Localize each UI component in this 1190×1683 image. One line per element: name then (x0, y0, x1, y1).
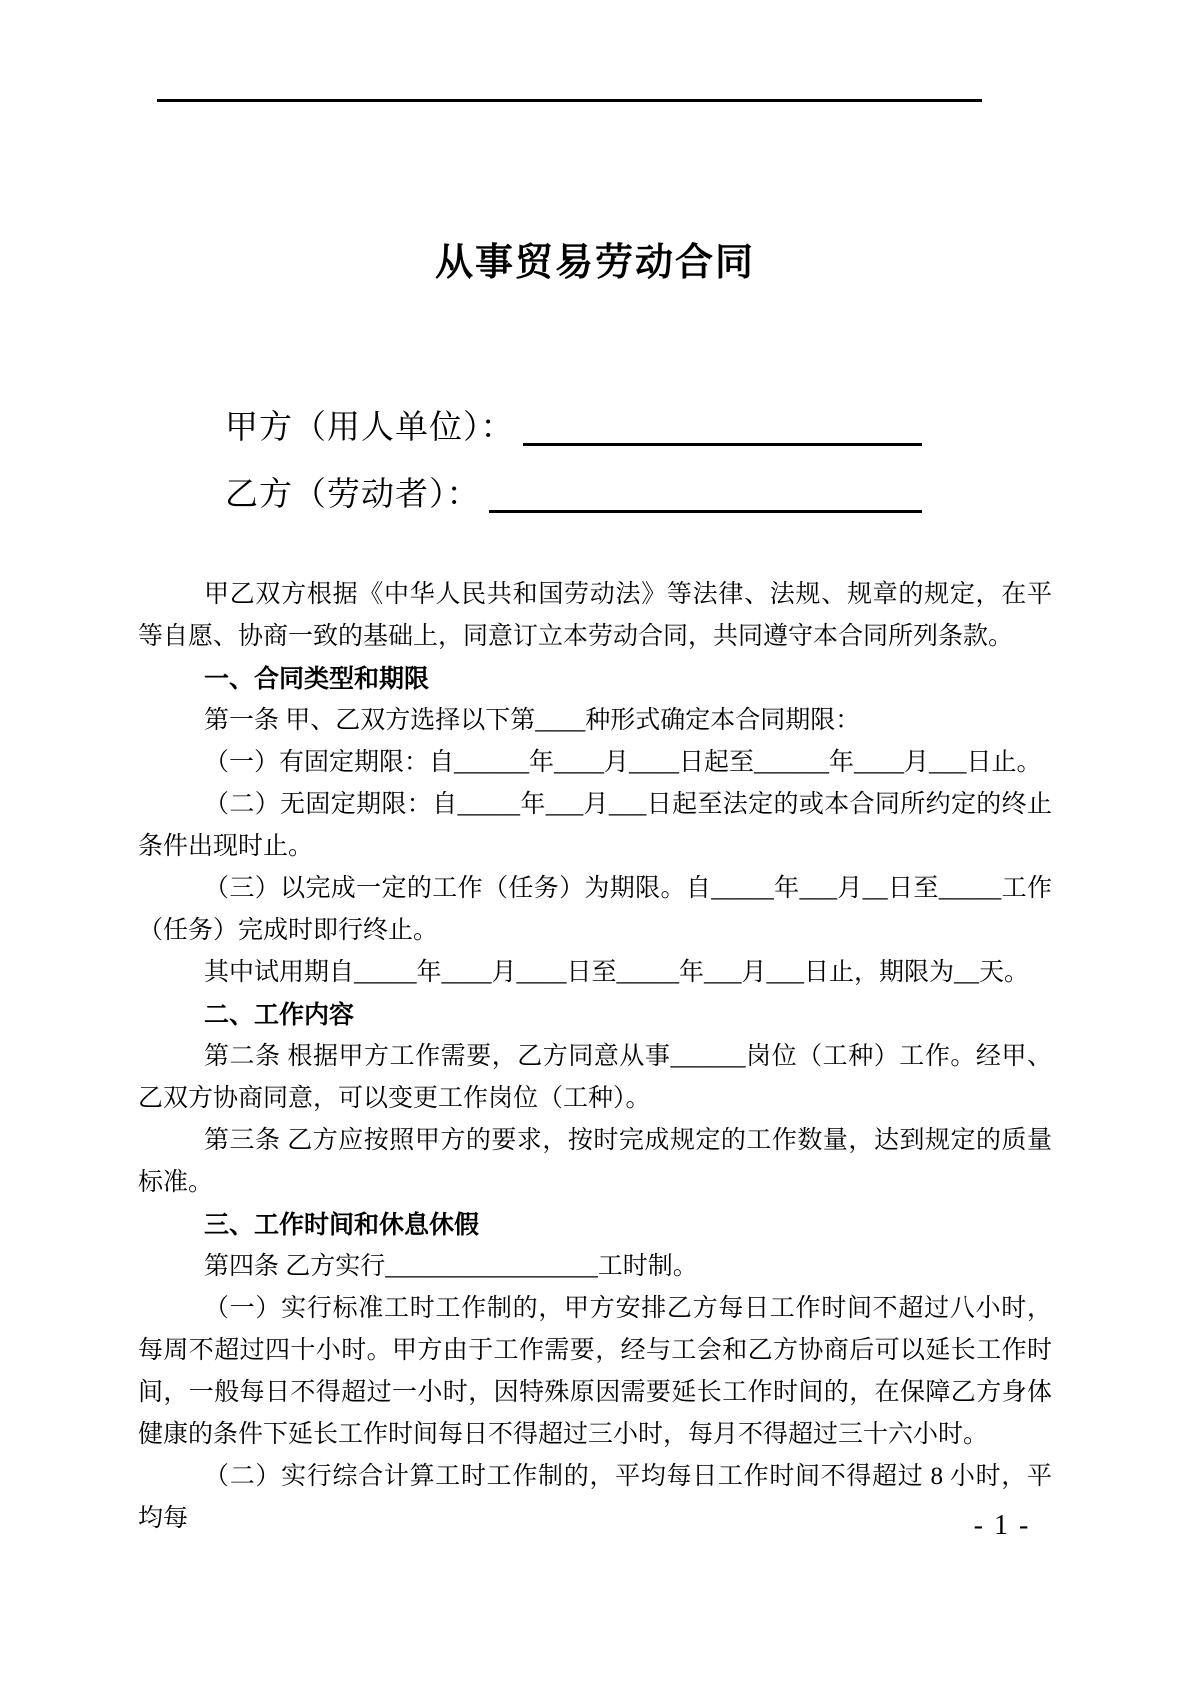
paragraph: 其中试用期自_____年____月____日至_____年___月___日止，期限为__天。 (204, 959, 1030, 986)
header-rule (157, 99, 982, 102)
paragraph: （一）实行标准工时工作制的，甲方安排乙方每日工作时间不超过八小时，每周不超过四十小时。甲方由于工作需要，经与工会和乙方协商后可以延长工作时间，一般每日不得超过一小时，因特殊原因需要延长工作时间的，在保障乙方身体健康的条件下延长工作时间每日不得超过三小时，每月不得超过三十六小时。 (138, 1295, 1052, 1448)
parties-block (225, 390, 922, 513)
paragraph: 第一条 甲、乙双方选择以下第____种形式确定本合同期限： (204, 707, 861, 734)
paragraph: （二）实行综合计算工时工作制的，平均每日工作时间不得超过 8 小时，平均每 (138, 1463, 1052, 1532)
section-heading: 二、工作内容 (204, 1001, 355, 1029)
page-number: - 1 - (973, 1510, 1031, 1541)
party-a-label: 甲方（用人单位）： (225, 409, 515, 446)
paragraph: 甲乙双方根据《中华人民共和国劳动法》等法律、法规、规章的规定，在平等自愿、协商一致的基础上，同意订立本劳动合同，共同遵守本合同所列条款。 (138, 581, 1052, 650)
paragraph: 第三条 乙方应按照甲方的要求，按时完成规定的工作数量，达到规定的质量标准。 (138, 1127, 1052, 1196)
document-title: 从事贸易劳动合同 (434, 242, 755, 284)
section-heading: 一、合同类型和期限 (204, 665, 430, 693)
party-b-fill-line (489, 454, 923, 513)
section-heading: 三、工作时间和休息休假 (204, 1211, 480, 1239)
party-b-label: 乙方（劳动者）： (225, 476, 481, 513)
paragraph: 第二条 根据甲方工作需要，乙方同意从事______岗位（工种）工作。经甲、乙双方协商同意，可以变更工作岗位（工种）。 (138, 1043, 1052, 1112)
paragraph: （一）有固定期限：自______年____月____日起至______年____月___日止。 (204, 749, 1042, 776)
paragraph: （二）无固定期限：自_____年___月___日起至法定的或本合同所约定的终止条件出现时止。 (138, 791, 1052, 860)
party-b-row (225, 457, 922, 513)
party-a-fill-line (523, 387, 923, 446)
party-a-row (225, 390, 922, 446)
paragraph: （三）以完成一定的工作（任务）为期限。自_____年___月__日至_____工作（任务）完成时即行终止。 (138, 875, 1052, 944)
paragraph: 第四条 乙方实行_________________工时制。 (204, 1253, 698, 1280)
contract-body (138, 574, 1052, 1540)
